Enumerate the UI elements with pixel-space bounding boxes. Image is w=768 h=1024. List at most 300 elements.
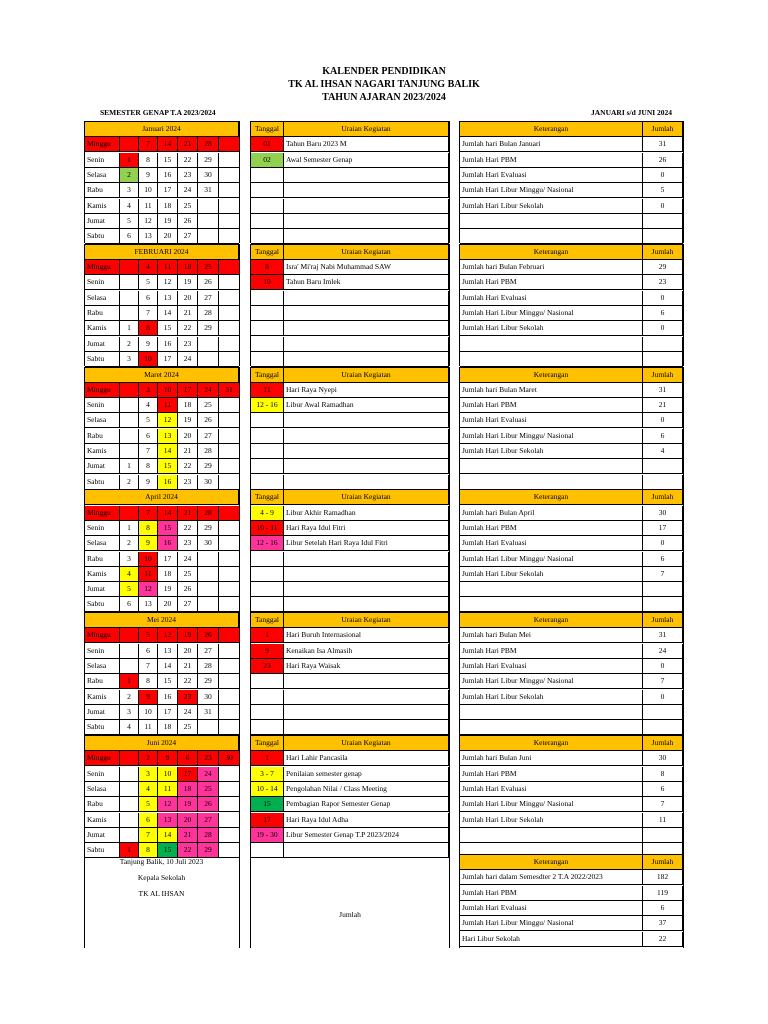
event-text-empty (284, 306, 449, 320)
month-calendar-3 (84, 489, 240, 611)
date-cell (120, 751, 139, 765)
event-row (251, 352, 449, 367)
events-table-0 (250, 121, 450, 243)
date-cell: 2 (120, 168, 139, 182)
date-cell: 5 (139, 413, 158, 427)
date-cell (219, 720, 240, 734)
date-cell: 16 (158, 690, 178, 704)
info-row (460, 751, 683, 766)
event-date-empty (251, 582, 284, 596)
date-cell: 19 (158, 214, 178, 228)
date-cell (219, 352, 240, 366)
date-cell (219, 337, 240, 351)
date-cell: 19 (178, 797, 198, 811)
date-cell: 25 (198, 398, 219, 412)
events-header (251, 736, 449, 751)
date-cell: 19 (178, 413, 198, 427)
event-date-empty (251, 229, 284, 243)
info-value: 6 (643, 782, 683, 796)
date-cell: 28 (198, 506, 219, 520)
info-row (460, 352, 683, 367)
date-cell: 6 (120, 229, 139, 243)
date-cell (219, 582, 240, 596)
summary-key: Jumlah Hari Evaluasi (460, 901, 643, 915)
date-cell: 10 (139, 183, 158, 197)
keterangan-header: Keterangan (460, 368, 643, 382)
date-cell: 17 (158, 183, 178, 197)
week-row (85, 444, 239, 459)
date-cell: 21 (178, 306, 198, 320)
tanggal-header: Tanggal (251, 490, 284, 504)
event-row (251, 153, 449, 168)
month-header (85, 736, 239, 751)
doc-title-line3: TAHUN AJARAN 2023/2024 (322, 92, 446, 103)
week-row (85, 628, 239, 643)
date-cell: 11 (158, 260, 178, 274)
date-cell: 25 (198, 260, 219, 274)
info-key-empty (460, 705, 643, 719)
event-text: Awal Semester Genap (284, 153, 449, 167)
date-cell: 21 (178, 659, 198, 673)
date-cell (120, 782, 139, 796)
event-text: Hari Raya Nyepi (284, 383, 449, 397)
event-text-empty (284, 552, 449, 566)
date-cell: 2 (139, 751, 158, 765)
day-label: Minggu (85, 383, 120, 397)
doc-title-line2: TK AL IHSAN NAGARI TANJUNG BALIK (288, 79, 480, 90)
date-cell: 10 (158, 383, 178, 397)
summary-row (460, 886, 683, 901)
date-cell: 24 (198, 767, 219, 781)
date-cell: 25 (178, 720, 198, 734)
date-cell: 12 (139, 582, 158, 596)
date-cell (120, 383, 139, 397)
date-cell: 22 (178, 321, 198, 335)
event-row (251, 291, 449, 306)
month-header (85, 368, 239, 383)
info-key: Jumlah hari Bulan Maret (460, 383, 643, 397)
date-cell (219, 413, 240, 427)
info-key-empty (460, 214, 643, 228)
week-row (85, 705, 239, 720)
date-cell: 14 (158, 828, 178, 842)
info-key-empty (460, 720, 643, 734)
info-value: 11 (643, 813, 683, 827)
event-text-empty (284, 321, 449, 335)
info-key: Jumlah Hari Libur Sekolah (460, 567, 643, 581)
date-cell: 8 (139, 521, 158, 535)
date-cell: 8 (139, 321, 158, 335)
date-cell: 6 (139, 429, 158, 443)
info-row (460, 444, 683, 459)
date-cell: 3 (139, 767, 158, 781)
event-date-empty (251, 183, 284, 197)
date-cell: 8 (139, 459, 158, 473)
info-value: 0 (643, 291, 683, 305)
date-cell (219, 690, 240, 704)
date-cell (198, 552, 219, 566)
info-value-empty (643, 337, 683, 351)
week-row (85, 199, 239, 214)
date-cell: 27 (198, 429, 219, 443)
date-cell: 22 (178, 843, 198, 857)
week-row (85, 275, 239, 290)
event-row (251, 398, 449, 413)
summary-value: 37 (643, 916, 683, 930)
events-table-1 (250, 244, 450, 366)
event-date-empty (251, 459, 284, 473)
date-cell: 30 (198, 536, 219, 550)
event-text-empty (284, 291, 449, 305)
jumlah-header: Jumlah (643, 613, 683, 627)
event-date: 10 - 11 (251, 521, 284, 535)
summary-value: 119 (643, 886, 683, 900)
event-text: Kenaikan Isa Almasih (284, 644, 449, 658)
uraian-header: Uraian Kegiatan (284, 368, 449, 382)
event-text-empty (284, 183, 449, 197)
date-cell (120, 306, 139, 320)
event-text: Libur Akhir Ramadhan (284, 506, 449, 520)
event-date: 12 - 16 (251, 536, 284, 550)
date-cell (219, 813, 240, 827)
date-cell: 12 (158, 275, 178, 289)
day-label: Minggu (85, 137, 120, 151)
date-cell: 13 (158, 429, 178, 443)
info-key: Jumlah Hari Libur Minggu/ Nasional (460, 429, 643, 443)
jumlah-header: Jumlah (643, 736, 683, 750)
events-header (251, 245, 449, 260)
month-calendar-5 (84, 735, 240, 857)
event-date: 23 (251, 659, 284, 673)
date-cell: 13 (139, 597, 158, 611)
info-value: 23 (643, 275, 683, 289)
date-cell (219, 644, 240, 658)
info-row (460, 674, 683, 689)
date-cell: 21 (178, 137, 198, 151)
date-cell: 31 (198, 705, 219, 719)
event-row (251, 275, 449, 290)
info-value: 0 (643, 168, 683, 182)
event-date: 4 - 9 (251, 506, 284, 520)
summary-table (459, 854, 684, 948)
date-cell (219, 444, 240, 458)
date-cell (120, 291, 139, 305)
date-cell: 26 (178, 582, 198, 596)
info-row (460, 214, 683, 229)
event-row (251, 260, 449, 275)
info-value-empty (643, 352, 683, 366)
day-label: Senin (85, 644, 120, 658)
summary-key: Jumlah hari dalam Semesdter 2 T.A 2022/2023 (460, 870, 643, 884)
event-row (251, 828, 449, 843)
info-value-empty (643, 705, 683, 719)
week-row (85, 352, 239, 367)
date-cell: 29 (198, 843, 219, 857)
date-cell: 17 (158, 705, 178, 719)
week-row (85, 659, 239, 674)
date-cell: 3 (120, 352, 139, 366)
date-cell: 15 (158, 321, 178, 335)
date-cell: 9 (139, 536, 158, 550)
date-cell: 4 (120, 567, 139, 581)
info-row (460, 536, 683, 551)
day-label: Kamis (85, 690, 120, 704)
date-cell: 26 (178, 214, 198, 228)
event-date-empty (251, 690, 284, 704)
date-cell (219, 536, 240, 550)
info-row (460, 567, 683, 582)
event-text: Tahun Baru 2023 M (284, 137, 449, 151)
date-cell: 3 (120, 183, 139, 197)
info-row (460, 475, 683, 490)
info-value: 4 (643, 444, 683, 458)
day-label: Kamis (85, 813, 120, 827)
date-cell: 29 (198, 321, 219, 335)
date-cell (219, 475, 240, 489)
info-key: Jumlah Hari Libur Minggu/ Nasional (460, 797, 643, 811)
event-row (251, 475, 449, 490)
event-row (251, 444, 449, 459)
week-row (85, 644, 239, 659)
date-cell: 23 (178, 168, 198, 182)
info-table-3 (459, 489, 684, 611)
date-cell: 10 (139, 705, 158, 719)
event-date-empty (251, 306, 284, 320)
event-text-empty (284, 475, 449, 489)
date-cell (219, 260, 240, 274)
event-date-empty (251, 413, 284, 427)
summary-value: 22 (643, 932, 683, 946)
date-cell (198, 567, 219, 581)
day-label: Senin (85, 153, 120, 167)
info-value: 30 (643, 506, 683, 520)
date-cell: 5 (120, 582, 139, 596)
week-row (85, 321, 239, 336)
info-value: 26 (643, 153, 683, 167)
date-cell: 10 (158, 767, 178, 781)
day-label: Jumat (85, 828, 120, 842)
signature-school: TK AL IHSAN (138, 889, 185, 898)
month-name: Mei 2024 (85, 613, 239, 627)
date-cell (219, 137, 240, 151)
info-value-empty (643, 828, 683, 842)
date-cell: 4 (139, 782, 158, 796)
date-cell: 5 (139, 275, 158, 289)
event-date-empty (251, 444, 284, 458)
date-cell: 5 (120, 214, 139, 228)
date-cell: 15 (158, 459, 178, 473)
info-value-empty (643, 475, 683, 489)
date-cell (219, 674, 240, 688)
date-cell (198, 597, 219, 611)
event-text-empty (284, 444, 449, 458)
date-cell: 14 (158, 444, 178, 458)
week-row (85, 183, 239, 198)
day-label: Kamis (85, 567, 120, 581)
tanggal-header: Tanggal (251, 368, 284, 382)
info-row (460, 690, 683, 705)
info-value: 6 (643, 552, 683, 566)
info-value: 31 (643, 137, 683, 151)
info-key-empty (460, 337, 643, 351)
date-cell: 11 (139, 567, 158, 581)
event-date: 02 (251, 153, 284, 167)
event-date-empty (251, 720, 284, 734)
summary-jumlah-header: Jumlah (643, 855, 683, 869)
date-cell: 30 (198, 475, 219, 489)
week-row (85, 597, 239, 612)
event-date-empty (251, 168, 284, 182)
date-cell (120, 275, 139, 289)
events-header (251, 613, 449, 628)
date-cell: 6 (139, 813, 158, 827)
date-cell: 28 (198, 828, 219, 842)
info-value: 7 (643, 567, 683, 581)
month-header (85, 245, 239, 260)
info-key: Jumlah Hari Libur Minggu/ Nasional (460, 183, 643, 197)
date-cell (219, 429, 240, 443)
date-cell: 13 (158, 291, 178, 305)
date-cell (198, 337, 219, 351)
date-cell: 2 (120, 337, 139, 351)
info-key: Jumlah Hari Evaluasi (460, 413, 643, 427)
date-cell: 22 (178, 153, 198, 167)
date-cell: 9 (139, 168, 158, 182)
date-cell (198, 720, 219, 734)
date-cell: 3 (120, 705, 139, 719)
doc-title-line1: KALENDER PENDIDIKAN (322, 66, 446, 77)
date-cell (120, 628, 139, 642)
info-value: 17 (643, 521, 683, 535)
event-text: Hari Raya Waisak (284, 659, 449, 673)
day-label: Sabtu (85, 720, 120, 734)
date-cell: 21 (178, 828, 198, 842)
event-date-empty (251, 705, 284, 719)
jumlah-header: Jumlah (643, 490, 683, 504)
event-row (251, 536, 449, 551)
date-cell (120, 444, 139, 458)
date-cell: 8 (139, 843, 158, 857)
day-label: Selasa (85, 291, 120, 305)
info-row (460, 383, 683, 398)
tanggal-header: Tanggal (251, 122, 284, 136)
date-cell: 3 (139, 383, 158, 397)
day-label: Jumat (85, 582, 120, 596)
event-row (251, 229, 449, 244)
info-row (460, 597, 683, 612)
date-cell (219, 398, 240, 412)
event-row (251, 552, 449, 567)
info-table-5 (459, 735, 684, 857)
date-cell: 15 (158, 153, 178, 167)
date-cell: 21 (178, 506, 198, 520)
info-row (460, 429, 683, 444)
date-cell: 2 (120, 536, 139, 550)
info-value: 21 (643, 398, 683, 412)
day-label: Senin (85, 275, 120, 289)
info-key: Jumlah hari Bulan Januari (460, 137, 643, 151)
date-cell: 12 (158, 628, 178, 642)
date-cell: 4 (139, 398, 158, 412)
info-key: Jumlah hari Bulan Juni (460, 751, 643, 765)
month-name: April 2024 (85, 490, 239, 504)
date-cell (198, 352, 219, 366)
event-date: 19 - 30 (251, 828, 284, 842)
event-text-empty (284, 214, 449, 228)
date-cell: 22 (178, 459, 198, 473)
date-cell (120, 644, 139, 658)
date-cell: 18 (178, 398, 198, 412)
event-date-empty (251, 597, 284, 611)
day-label: Selasa (85, 659, 120, 673)
info-header (460, 490, 683, 505)
day-label: Sabtu (85, 843, 120, 857)
event-text: Penilaian semester genap (284, 767, 449, 781)
month-header (85, 490, 239, 505)
event-text: Pengolahan Nilai / Class Meeting (284, 782, 449, 796)
summary-key: Jumlah Hari Libur Minggu/ Nasional (460, 916, 643, 930)
info-row (460, 705, 683, 720)
date-cell: 1 (120, 843, 139, 857)
info-row (460, 260, 683, 275)
date-cell: 24 (198, 383, 219, 397)
info-key: Jumlah Hari PBM (460, 275, 643, 289)
week-row (85, 291, 239, 306)
event-row (251, 597, 449, 612)
date-cell (120, 828, 139, 842)
info-header (460, 736, 683, 751)
info-key: Jumlah Hari PBM (460, 767, 643, 781)
event-row (251, 567, 449, 582)
date-cell: 7 (139, 137, 158, 151)
info-value: 0 (643, 690, 683, 704)
info-key-empty (460, 229, 643, 243)
event-date: 1 (251, 751, 284, 765)
date-cell: 15 (158, 521, 178, 535)
date-cell: 16 (158, 337, 178, 351)
info-row (460, 813, 683, 828)
date-cell: 14 (158, 506, 178, 520)
uraian-header: Uraian Kegiatan (284, 490, 449, 504)
date-cell: 7 (139, 659, 158, 673)
info-row (460, 168, 683, 183)
event-date-empty (251, 552, 284, 566)
date-cell: 8 (139, 153, 158, 167)
day-label: Jumat (85, 337, 120, 351)
day-label: Rabu (85, 429, 120, 443)
date-cell: 5 (139, 628, 158, 642)
info-header (460, 613, 683, 628)
day-label: Sabtu (85, 229, 120, 243)
date-cell: 16 (158, 475, 178, 489)
footer-jumlah-label: Jumlah (339, 910, 361, 919)
info-key: Jumlah Hari Libur Sekolah (460, 444, 643, 458)
info-key: Jumlah Hari PBM (460, 521, 643, 535)
info-row (460, 720, 683, 735)
day-label: Rabu (85, 674, 120, 688)
date-cell: 11 (158, 782, 178, 796)
info-table-0 (459, 121, 684, 243)
day-label: Senin (85, 521, 120, 535)
week-row (85, 168, 239, 183)
summary-row (460, 932, 683, 947)
date-cell (219, 828, 240, 842)
date-cell (198, 582, 219, 596)
date-cell: 22 (178, 674, 198, 688)
date-cell: 29 (198, 674, 219, 688)
date-cell: 11 (139, 720, 158, 734)
summary-header (460, 855, 683, 870)
